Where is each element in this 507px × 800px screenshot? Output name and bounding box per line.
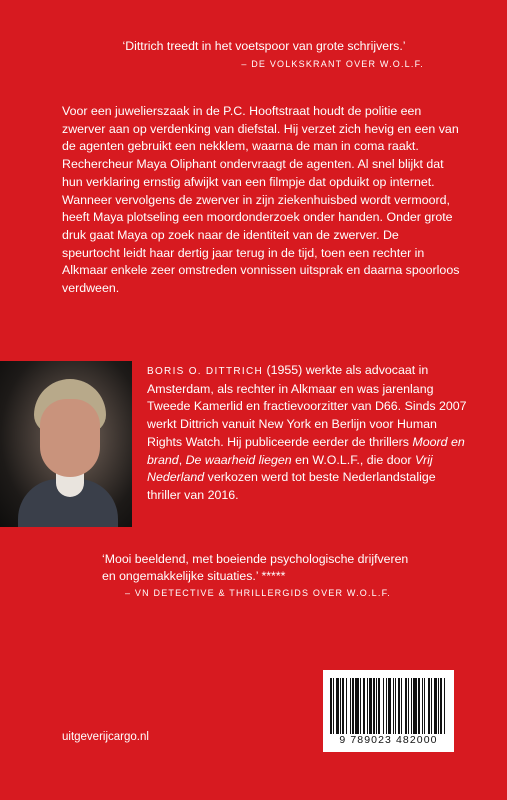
barcode-bar xyxy=(386,678,387,734)
isbn-digits: 9 789023 482000 xyxy=(339,734,438,746)
barcode-bar xyxy=(395,678,396,734)
bio-text-2: , die door xyxy=(359,452,415,467)
bio-text-3: verkozen werd tot beste Nederlandstalige thriller van 2016. xyxy=(147,470,436,502)
barcode-bar xyxy=(438,678,439,734)
barcode-bar xyxy=(411,678,412,734)
barcode-bar xyxy=(336,678,339,734)
barcode-bar xyxy=(360,678,361,734)
barcode-bar xyxy=(405,678,407,734)
barcode-bar xyxy=(393,678,394,734)
review-quote-bottom xyxy=(102,551,422,602)
barcode-bar xyxy=(367,678,368,734)
publisher-website: uitgeverijcargo.nl xyxy=(62,731,149,743)
barcode-bar xyxy=(422,678,423,734)
barcode-bar xyxy=(346,678,347,734)
barcode-bar xyxy=(333,678,334,734)
barcode-bar xyxy=(363,678,365,734)
barcode-bar xyxy=(383,678,384,734)
barcode-bar xyxy=(444,678,445,734)
bio-publication: Vrij Nederland xyxy=(147,452,433,485)
barcode-bar xyxy=(378,678,380,734)
synopsis xyxy=(62,103,460,298)
barcode-bar xyxy=(340,678,341,734)
review-quote-source: – DE VOLKSKRANT OVER W.O.L.F. xyxy=(241,59,424,69)
barcode-bar xyxy=(373,678,375,734)
barcode-bar xyxy=(424,678,425,734)
author-photo xyxy=(0,361,132,527)
isbn-barcode xyxy=(323,670,454,752)
bio-text-1: (1955) werkte als advocaat in Amsterdam, als rechter in Alkmaar en was jarenlang Tweede Kamerlid en fractievoorzitter van D66. Sinds 2007 werkt Dittrich vanuit New York en Berlijn voor Human Rights Watch. Hij publiceerde eerder de thrillers xyxy=(147,363,467,449)
review-quote-bottom-text: ‘Mooi beeldend, met boeiende psychologische drijfveren en ongemakkelijke situaties.’ ***** xyxy=(102,552,409,583)
barcode-bar xyxy=(401,678,402,734)
barcode-bar xyxy=(388,678,391,734)
barcode-bar xyxy=(350,678,351,734)
bio-book-title-2: De waarheid liegen xyxy=(185,452,292,467)
review-quote-bottom-source: – VN DETECTIVE & THRILLERGIDS OVER W.O.L.F. xyxy=(125,588,391,598)
barcode-bar xyxy=(330,678,332,734)
bio-book-title-1: Moord en brand xyxy=(147,434,465,467)
barcode-bar xyxy=(413,678,417,734)
barcode-bar xyxy=(434,678,437,734)
barcode-bar xyxy=(369,678,372,734)
barcode-bar xyxy=(431,678,432,734)
synopsis-paragraph-1: Voor een juwelierszaak in de P.C. Hooftstraat houdt de politie een zwerver aan op verdenking van diefstal. Hij verzet zich hevig en een van de agenten gebruikt een nekklem, waarna de man in coma raakt. Rechercheur Maya Oliphant ondervraagt de agenten. Al snel blijkt dat hun verklaring ernstig afwijkt van een filmpje dat opduikt op internet. xyxy=(62,104,459,189)
bio-book-title-3: W.O.L.F. xyxy=(312,452,360,467)
synopsis-paragraph-2: Wanneer vervolgens de zwerver in zijn ziekenhuisbed wordt vermoord, heeft Maya plotseling een moordonderzoek onder handen. Onder grote druk gaat Maya op zoek naar de identiteit van de zwerver. De speurtocht leidt haar dertig jaar terug in de tijd, toen een rechter in Alkmaar enkele zeer omstreden vonnissen uitsprak en daarna spoorloos verdween. xyxy=(62,192,460,296)
barcode-bar xyxy=(418,678,420,734)
barcode-bar xyxy=(342,678,344,734)
barcode-bar xyxy=(428,678,430,734)
barcode-bars xyxy=(330,678,447,734)
bio-separator-1: , xyxy=(178,452,186,467)
barcode-bar xyxy=(408,678,409,734)
barcode-bar xyxy=(440,678,442,734)
review-quote-top xyxy=(64,38,464,73)
barcode-bar xyxy=(376,678,377,734)
bio-separator-2: en xyxy=(291,452,313,467)
author-bio xyxy=(147,362,467,505)
author-name: BORIS O. DITTRICH xyxy=(147,366,263,377)
barcode-bar xyxy=(398,678,400,734)
author-photo-face xyxy=(40,399,100,477)
barcode-bar xyxy=(352,678,354,734)
barcode-bar xyxy=(355,678,359,734)
review-quote-text: ‘Dittrich treedt in het voetspoor van grote schrijvers.’ xyxy=(122,39,406,53)
